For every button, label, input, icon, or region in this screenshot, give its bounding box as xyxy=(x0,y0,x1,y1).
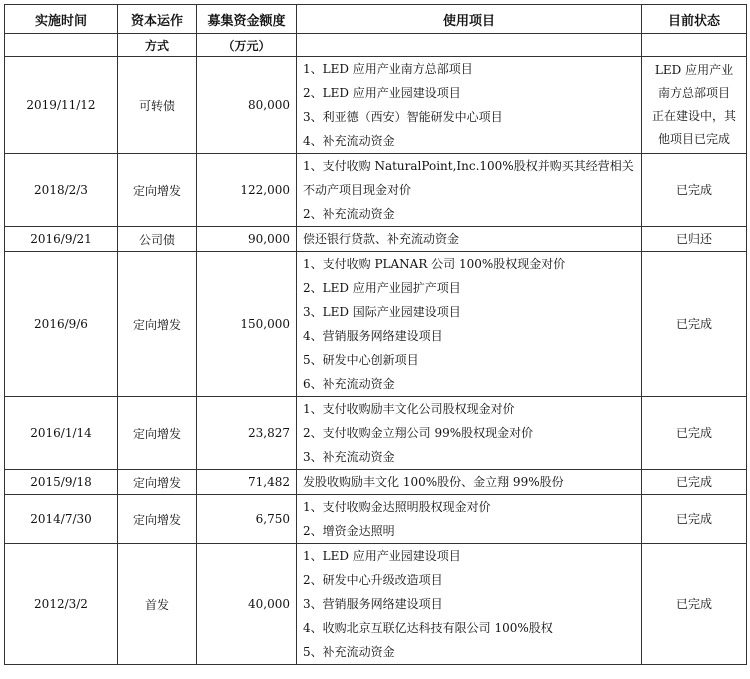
project-item: 2、补充流动资金 xyxy=(303,207,395,221)
project-item: 1、支付收购励丰文化公司股权现金对价 xyxy=(303,402,515,416)
project-item: 4、补充流动资金 xyxy=(303,134,395,148)
status-line: 已完成 xyxy=(675,511,712,526)
project-item: 发股收购励丰文化 100%股份、金立翔 99%股份 xyxy=(303,475,564,489)
subheader-amount: （万元） xyxy=(197,34,297,57)
row-items xyxy=(297,154,642,227)
status-line: 已完成 xyxy=(675,596,712,611)
project-item: 1、支付收购金达照明股权现金对价 xyxy=(303,500,491,514)
row-date: 2015/9/18 xyxy=(5,470,118,495)
row-status xyxy=(642,495,747,544)
subheader-status xyxy=(642,34,747,57)
project-item: 1、支付收购 NaturalPoint,Inc.100%股权并购买其经营相关 xyxy=(303,159,634,173)
status-line: 已完成 xyxy=(675,182,712,197)
project-item: 2、LED 应用产业园扩产项目 xyxy=(303,281,461,295)
row-items xyxy=(297,495,642,544)
status-line: 已完成 xyxy=(675,425,712,440)
table-row xyxy=(5,397,747,470)
row-method: 定向增发 xyxy=(118,470,197,495)
row-status xyxy=(642,57,747,154)
row-amount: 40,000 xyxy=(197,544,297,665)
row-amount: 71,482 xyxy=(197,470,297,495)
row-amount: 90,000 xyxy=(197,227,297,252)
project-item: 2、研发中心升级改造项目 xyxy=(303,573,443,587)
project-item: 5、补充流动资金 xyxy=(303,645,395,659)
subheader-row xyxy=(5,34,747,57)
project-item: 3、LED 国际产业园建设项目 xyxy=(303,305,461,319)
row-status xyxy=(642,470,747,495)
table-row xyxy=(5,154,747,227)
row-method: 定向增发 xyxy=(118,397,197,470)
project-item: 不动产项目现金对价 xyxy=(303,183,412,197)
project-item: 偿还银行贷款、补充流动资金 xyxy=(303,232,460,246)
row-date: 2014/7/30 xyxy=(5,495,118,544)
header-items: 使用项目 xyxy=(297,5,642,34)
status-line: 已完成 xyxy=(675,316,712,331)
project-item: 3、营销服务网络建设项目 xyxy=(303,597,443,611)
project-item: 1、LED 应用产业园建设项目 xyxy=(303,549,461,563)
row-date: 2016/9/21 xyxy=(5,227,118,252)
project-item: 1、支付收购 PLANAR 公司 100%股权现金对价 xyxy=(303,257,566,271)
project-item: 5、研发中心创新项目 xyxy=(303,353,419,367)
row-items xyxy=(297,470,642,495)
table-row xyxy=(5,495,747,544)
header-date: 实施时间 xyxy=(5,5,118,34)
row-date: 2019/11/12 xyxy=(5,57,118,154)
table-row xyxy=(5,227,747,252)
project-item: 2、增资金达照明 xyxy=(303,524,395,538)
row-date: 2018/2/3 xyxy=(5,154,118,227)
row-status xyxy=(642,154,747,227)
row-status xyxy=(642,397,747,470)
project-item: 4、收购北京互联亿达科技有限公司 100%股权 xyxy=(303,621,553,635)
status-line: 正在建设中，其 xyxy=(651,109,736,123)
header-status: 目前状态 xyxy=(642,5,747,34)
table-row xyxy=(5,544,747,665)
project-item: 2、LED 应用产业园建设项目 xyxy=(303,86,461,100)
row-method: 公司债 xyxy=(118,227,197,252)
row-amount: 6,750 xyxy=(197,495,297,544)
row-status xyxy=(642,544,747,665)
row-status xyxy=(642,252,747,397)
header-amount: 募集资金额度 xyxy=(197,5,297,34)
row-items xyxy=(297,544,642,665)
subheader-items xyxy=(297,34,642,57)
row-date: 2012/3/2 xyxy=(5,544,118,665)
row-method: 定向增发 xyxy=(118,495,197,544)
table-body xyxy=(5,57,747,665)
status-line: 已归还 xyxy=(675,231,712,246)
row-method: 可转债 xyxy=(118,57,197,154)
project-item: 1、LED 应用产业南方总部项目 xyxy=(303,62,473,76)
project-item: 4、营销服务网络建设项目 xyxy=(303,329,443,343)
status-line: 他项目已完成 xyxy=(657,132,730,146)
row-method: 首发 xyxy=(118,544,197,665)
row-method: 定向增发 xyxy=(118,252,197,397)
row-date: 2016/1/14 xyxy=(5,397,118,470)
row-amount: 122,000 xyxy=(197,154,297,227)
row-method: 定向增发 xyxy=(118,154,197,227)
row-amount: 23,827 xyxy=(197,397,297,470)
subheader-date xyxy=(5,34,118,57)
project-item: 3、补充流动资金 xyxy=(303,450,395,464)
header-row xyxy=(5,5,747,34)
project-item: 6、补充流动资金 xyxy=(303,377,395,391)
table-row xyxy=(5,57,747,154)
status-line: LED 应用产业 xyxy=(654,63,734,77)
row-items xyxy=(297,397,642,470)
table-row xyxy=(5,252,747,397)
row-items xyxy=(297,227,642,252)
status-line: 南方总部项目 xyxy=(657,86,730,100)
table-row xyxy=(5,470,747,495)
status-line: 已完成 xyxy=(675,474,712,489)
project-item: 3、利亚德（西安）智能研发中心项目 xyxy=(303,110,503,124)
row-items xyxy=(297,57,642,154)
row-amount: 150,000 xyxy=(197,252,297,397)
project-item: 2、支付收购金立翔公司 99%股权现金对价 xyxy=(303,426,534,440)
subheader-method: 方式 xyxy=(118,34,197,57)
row-date: 2016/9/6 xyxy=(5,252,118,397)
row-items xyxy=(297,252,642,397)
fundraising-table xyxy=(4,4,747,665)
row-amount: 80,000 xyxy=(197,57,297,154)
row-status xyxy=(642,227,747,252)
header-method: 资本运作 xyxy=(118,5,197,34)
